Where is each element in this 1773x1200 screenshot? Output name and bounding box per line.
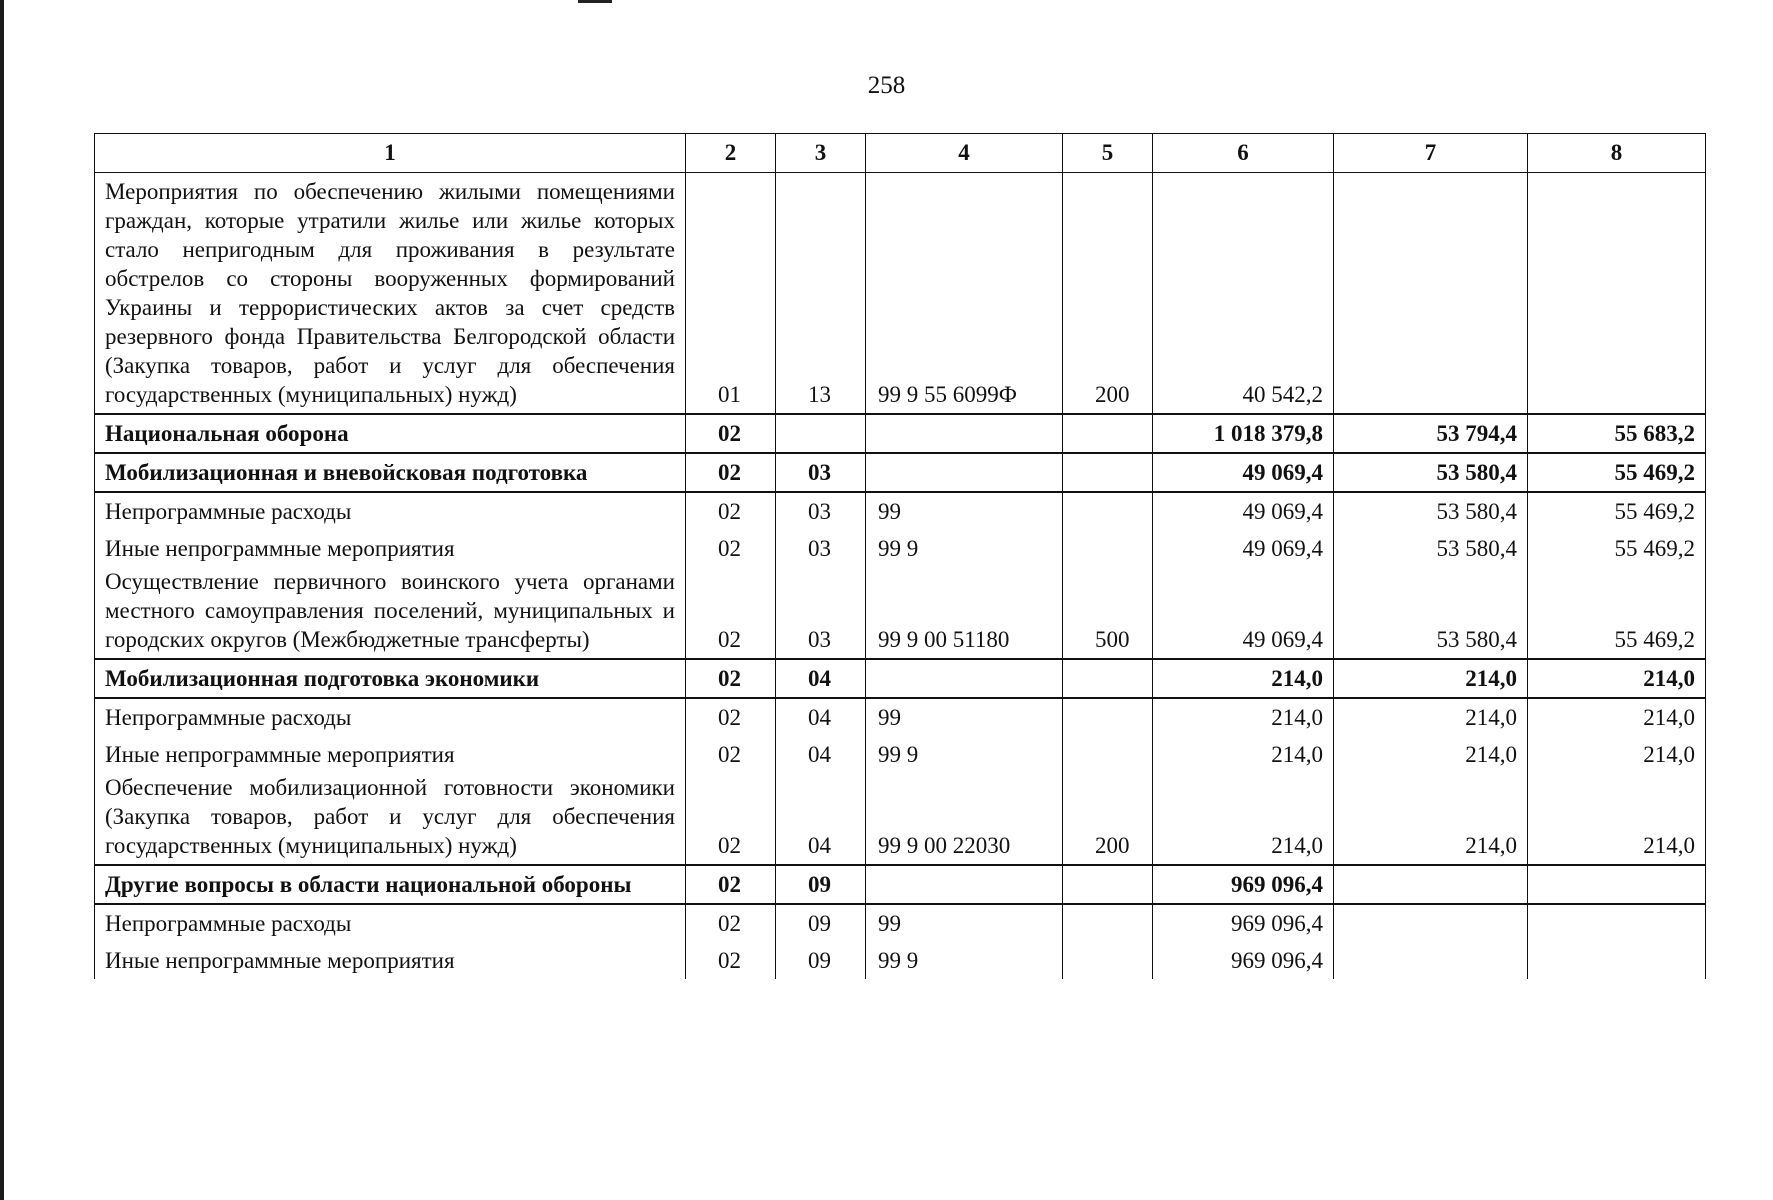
section-code: 02	[686, 942, 776, 979]
section-code: 02	[686, 698, 776, 736]
amount-col8: 214,0	[1528, 736, 1706, 769]
target-code: 99 9	[866, 530, 1063, 563]
amount-col7: 53 794,4	[1334, 414, 1528, 453]
amount-col7	[1334, 904, 1528, 942]
subsection-code: 03	[776, 492, 866, 530]
amount-col8: 55 469,2	[1528, 563, 1706, 659]
table-header-row	[95, 134, 1706, 173]
amount-col6: 40 542,2	[1153, 173, 1334, 415]
amount-col7: 53 580,4	[1334, 492, 1528, 530]
table-row	[95, 904, 1706, 942]
table-row	[95, 769, 1706, 865]
table-row	[95, 563, 1706, 659]
section-code: 02	[686, 453, 776, 492]
section-code: 02	[686, 865, 776, 904]
expense-type-code	[1063, 904, 1153, 942]
amount-col6: 49 069,4	[1153, 453, 1334, 492]
expense-type-code	[1063, 698, 1153, 736]
amount-col8	[1528, 904, 1706, 942]
row-name: Национальная оборона	[95, 414, 686, 453]
table-row	[95, 659, 1706, 698]
expense-type-code	[1063, 659, 1153, 698]
target-code: 99 9	[866, 942, 1063, 979]
target-code: 99	[866, 698, 1063, 736]
row-name: Непрограммные расходы	[95, 904, 686, 942]
row-name: Осуществление первичного воинского учета органами местного самоуправления поселений, муниципальных и городских округов (Межбюджетные трансферты)	[95, 563, 686, 659]
subsection-code: 09	[776, 942, 866, 979]
table-row	[95, 698, 1706, 736]
table-row	[95, 736, 1706, 769]
amount-col8: 55 683,2	[1528, 414, 1706, 453]
row-name: Мероприятия по обеспечению жилыми помещениями граждан, которые утратили жилье или жилье которых стало непригодным для проживания в результате обстрелов со стороны вооруженных формирований Украины и террористических актов за счет средств резервного фонда Правительства Белгородской области (Закупка товаров, работ и услуг для обеспечения государственных (муниципальных) нужд)	[95, 173, 686, 415]
target-code	[866, 659, 1063, 698]
row-name: Мобилизационная подготовка экономики	[95, 659, 686, 698]
subsection-code: 04	[776, 736, 866, 769]
subsection-code: 09	[776, 865, 866, 904]
table-row	[95, 530, 1706, 563]
target-code	[866, 865, 1063, 904]
subsection-code: 04	[776, 698, 866, 736]
section-code: 02	[686, 769, 776, 865]
subsection-code: 03	[776, 563, 866, 659]
amount-col7: 214,0	[1334, 769, 1528, 865]
row-name: Непрограммные расходы	[95, 698, 686, 736]
budget-table	[94, 133, 1706, 979]
target-code	[866, 414, 1063, 453]
expense-type-code	[1063, 492, 1153, 530]
column-header: 5	[1063, 134, 1153, 173]
target-code: 99	[866, 492, 1063, 530]
expense-type-code	[1063, 453, 1153, 492]
expense-type-code	[1063, 942, 1153, 979]
target-code	[866, 453, 1063, 492]
table-row	[95, 492, 1706, 530]
table-row	[95, 453, 1706, 492]
amount-col6: 969 096,4	[1153, 904, 1334, 942]
amount-col6: 49 069,4	[1153, 530, 1334, 563]
amount-col8	[1528, 173, 1706, 415]
amount-col8: 55 469,2	[1528, 530, 1706, 563]
target-code: 99 9	[866, 736, 1063, 769]
subsection-code	[776, 414, 866, 453]
column-header: 8	[1528, 134, 1706, 173]
section-code: 02	[686, 736, 776, 769]
expense-type-code: 500	[1063, 563, 1153, 659]
target-code: 99	[866, 904, 1063, 942]
amount-col7: 53 580,4	[1334, 530, 1528, 563]
amount-col7: 53 580,4	[1334, 563, 1528, 659]
amount-col6: 969 096,4	[1153, 865, 1334, 904]
target-code: 99 9 00 51180	[866, 563, 1063, 659]
section-code: 02	[686, 563, 776, 659]
section-code: 01	[686, 173, 776, 415]
amount-col7	[1334, 173, 1528, 415]
amount-col7	[1334, 865, 1528, 904]
section-code: 02	[686, 492, 776, 530]
section-code: 02	[686, 530, 776, 563]
amount-col6: 214,0	[1153, 659, 1334, 698]
expense-type-code	[1063, 736, 1153, 769]
table-row	[95, 173, 1706, 415]
subsection-code: 09	[776, 904, 866, 942]
subsection-code: 03	[776, 530, 866, 563]
column-header: 2	[686, 134, 776, 173]
row-name: Иные непрограммные мероприятия	[95, 942, 686, 979]
row-name: Иные непрограммные мероприятия	[95, 530, 686, 563]
amount-col8: 214,0	[1528, 659, 1706, 698]
table-row	[95, 865, 1706, 904]
amount-col8	[1528, 942, 1706, 979]
amount-col7: 214,0	[1334, 659, 1528, 698]
amount-col6: 214,0	[1153, 769, 1334, 865]
page-number: 258	[867, 72, 906, 99]
amount-col6: 214,0	[1153, 736, 1334, 769]
scan-left-edge	[0, 0, 4, 1200]
target-code: 99 9 55 6099Ф	[866, 173, 1063, 415]
expense-type-code	[1063, 530, 1153, 563]
amount-col7	[1334, 942, 1528, 979]
expense-type-code: 200	[1063, 173, 1153, 415]
row-name: Другие вопросы в области национальной обороны	[95, 865, 686, 904]
table-row	[95, 942, 1706, 979]
table-row	[95, 414, 1706, 453]
amount-col8: 55 469,2	[1528, 492, 1706, 530]
row-name: Обеспечение мобилизационной готовности экономики (Закупка товаров, работ и услуг для обеспечения государственных (муниципальных) нужд)	[95, 769, 686, 865]
column-header: 3	[776, 134, 866, 173]
amount-col8: 214,0	[1528, 769, 1706, 865]
expense-type-code: 200	[1063, 769, 1153, 865]
subsection-code: 13	[776, 173, 866, 415]
amount-col6: 49 069,4	[1153, 492, 1334, 530]
section-code: 02	[686, 904, 776, 942]
expense-type-code	[1063, 414, 1153, 453]
column-header: 6	[1153, 134, 1334, 173]
expense-type-code	[1063, 865, 1153, 904]
amount-col7: 214,0	[1334, 698, 1528, 736]
subsection-code: 04	[776, 769, 866, 865]
subsection-code: 03	[776, 453, 866, 492]
amount-col6: 214,0	[1153, 698, 1334, 736]
row-name: Иные непрограммные мероприятия	[95, 736, 686, 769]
amount-col8: 55 469,2	[1528, 453, 1706, 492]
column-header: 4	[866, 134, 1063, 173]
row-name: Мобилизационная и вневойсковая подготовка	[95, 453, 686, 492]
scan-top-mark	[578, 0, 612, 3]
section-code: 02	[686, 414, 776, 453]
amount-col7: 214,0	[1334, 736, 1528, 769]
subsection-code: 04	[776, 659, 866, 698]
section-code: 02	[686, 659, 776, 698]
amount-col8: 214,0	[1528, 698, 1706, 736]
amount-col6: 1 018 379,8	[1153, 414, 1334, 453]
amount-col8	[1528, 865, 1706, 904]
amount-col6: 49 069,4	[1153, 563, 1334, 659]
amount-col6: 969 096,4	[1153, 942, 1334, 979]
column-header: 7	[1334, 134, 1528, 173]
amount-col7: 53 580,4	[1334, 453, 1528, 492]
column-header: 1	[95, 134, 686, 173]
row-name: Непрограммные расходы	[95, 492, 686, 530]
target-code: 99 9 00 22030	[866, 769, 1063, 865]
